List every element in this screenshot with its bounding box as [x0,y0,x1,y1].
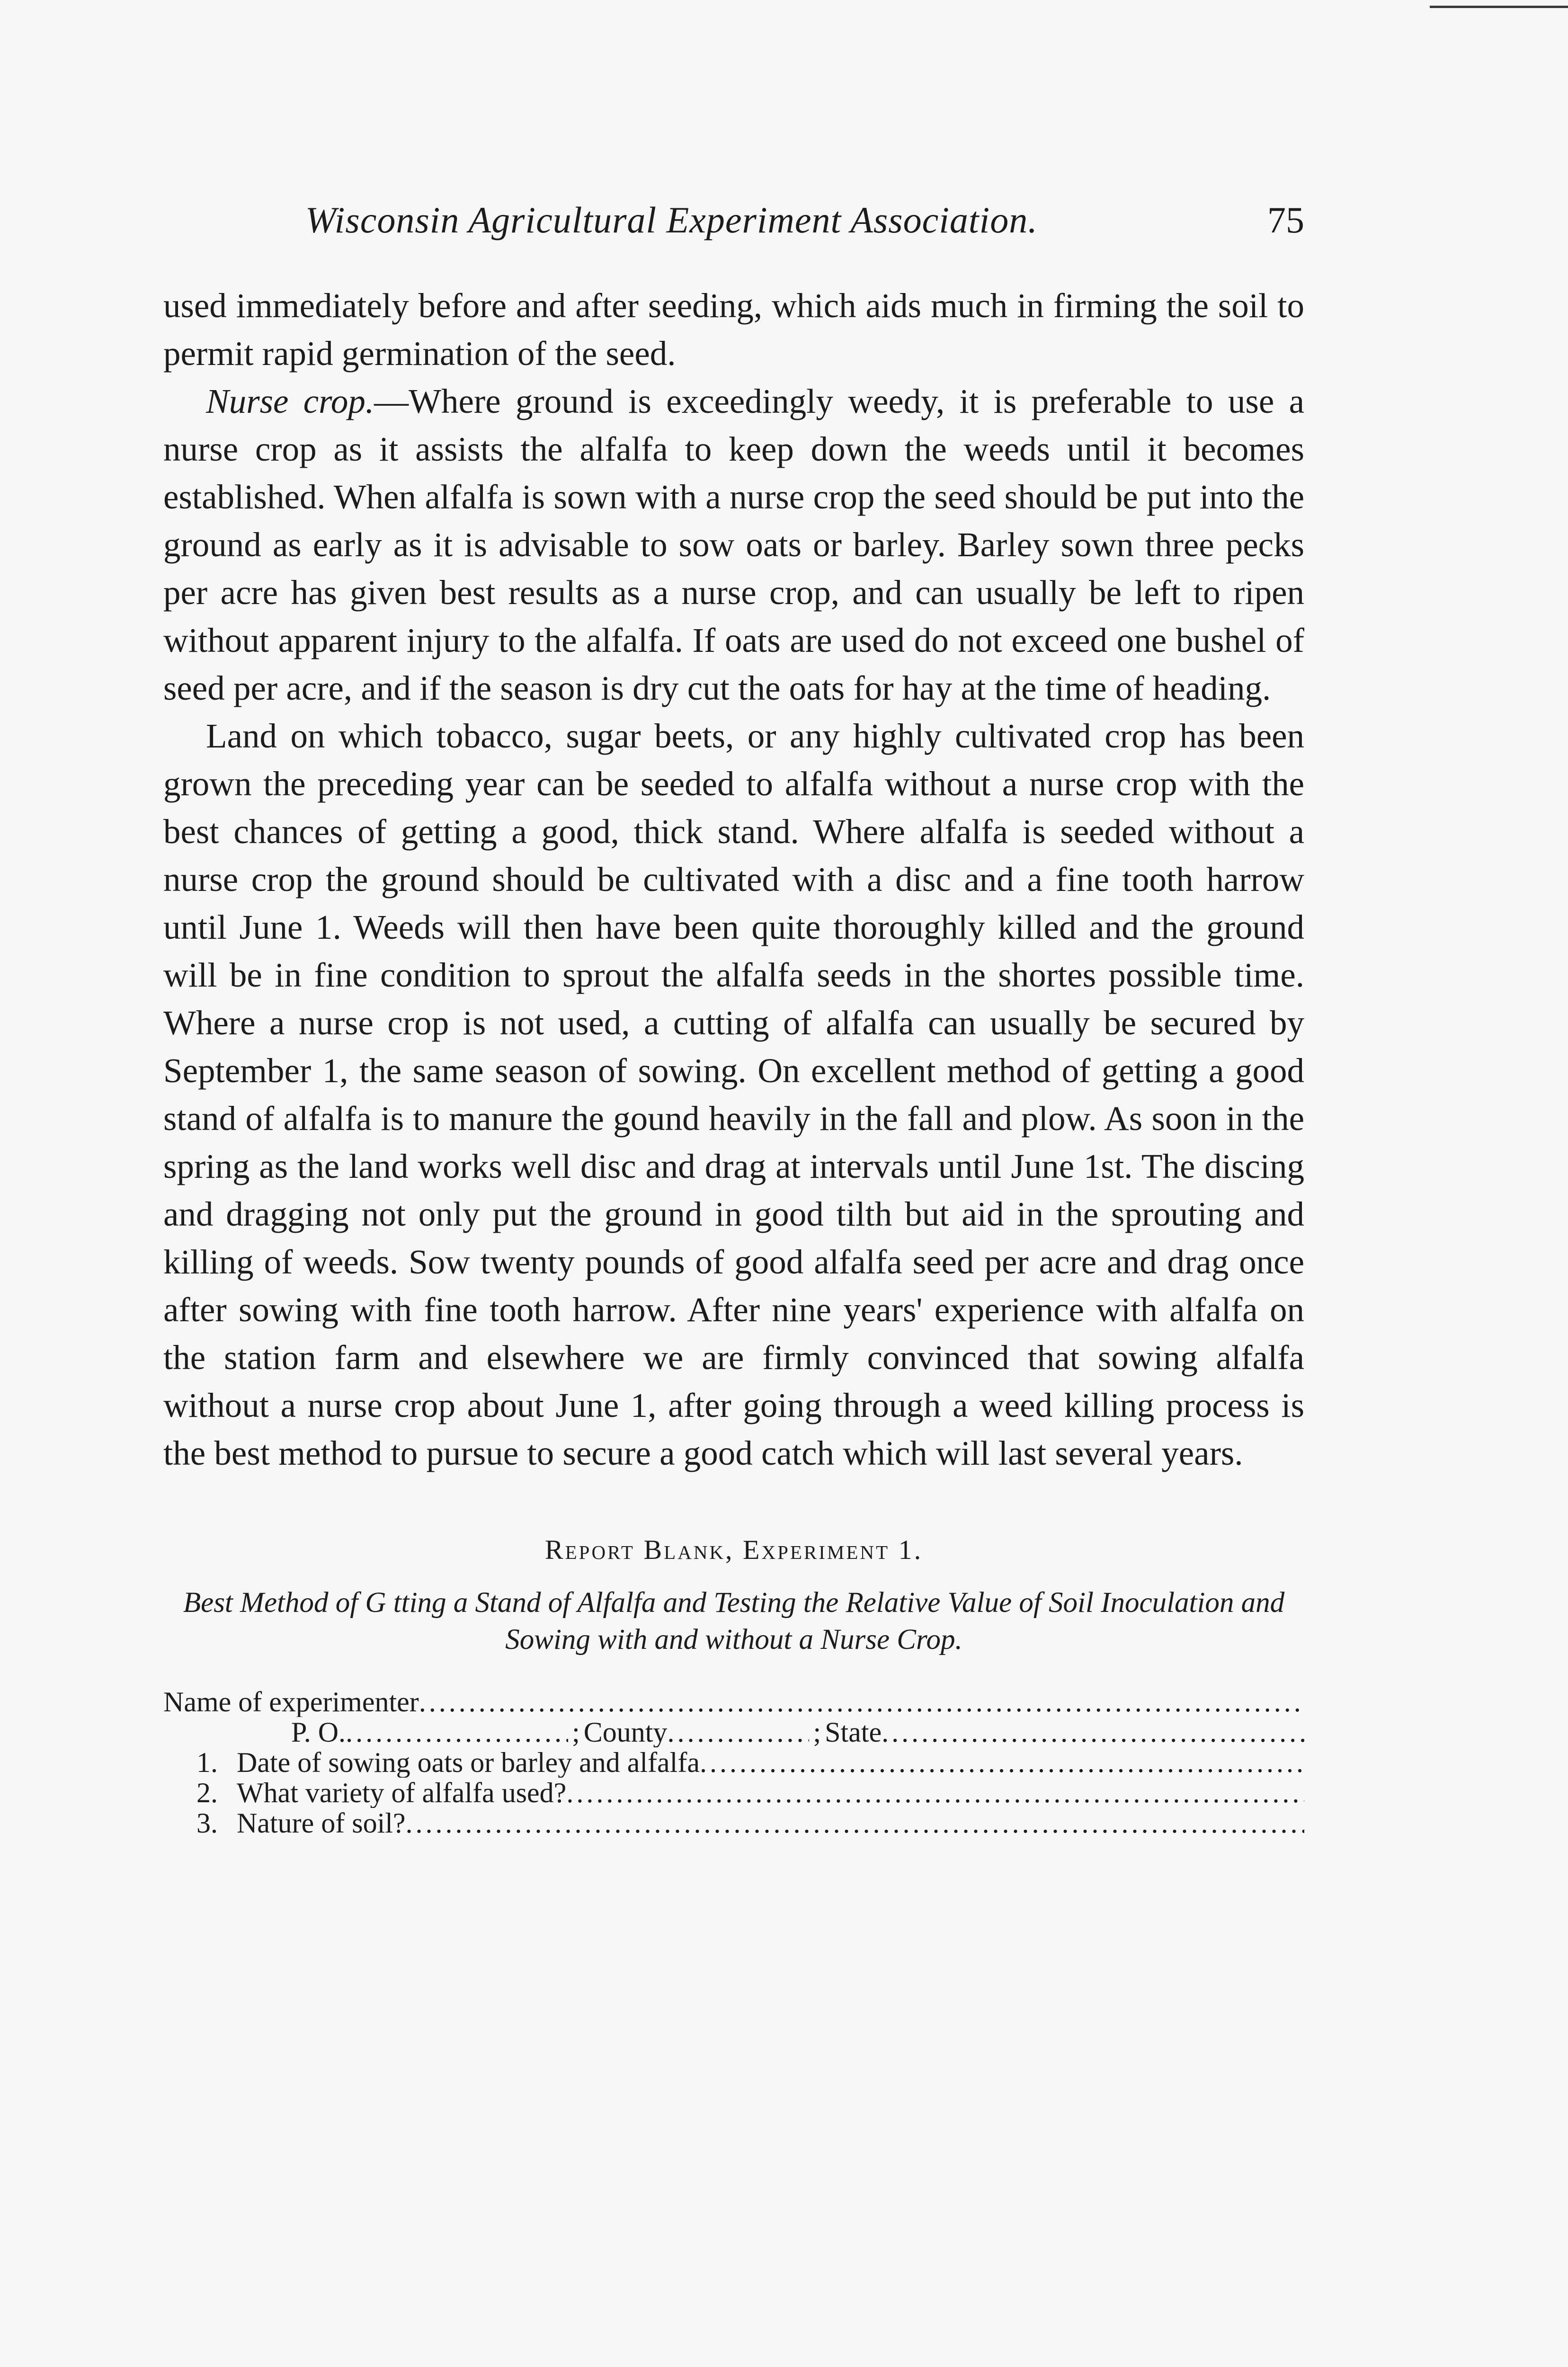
report-form [163,1687,1304,1838]
item-number: 2. [196,1778,218,1808]
county-label: County [583,1717,668,1747]
paragraph-land: Land on which tobacco, sugar beets, or any highly cultivated crop has been grown the preceding year can be seeded to alfalfa without a nurse crop with the best chances of getting a good, thick stand. Where alfalfa is seeded without a nurse crop the ground should be cultivated with a disc and a fine tooth harrow until June 1. Weeds will then have been quite thoroughly killed and the ground will be in fine condition to sprout the alfalfa seeds in the shortes possible time. Where a nurse crop is not used, a cutting of alfalfa can usually be secured by September 1, the same season of sowing. On excellent method of getting a good stand of alfalfa is to manure the gound heavily in the fall and plow. As soon in the spring as the land works well disc and drag at intervals until June 1st. The discing and dragging not only put the ground in good tilth but aid in the sprouting and killing of weeds. Sow twenty pounds of good alfalfa seed per acre and drag once after sowing with fine tooth harrow. After nine years' experience with alfalfa on the station farm and elsewhere we are firmly convinced that sowing alfalfa without a nurse crop about June 1, after going through a weed killing process is the best method to pursue to secure a good catch which will last several years. [163,717,1304,1472]
po-blank[interactable] [346,1717,568,1747]
item-label: What variety of alfalfa used? [237,1778,567,1808]
item-label: Nature of soil? [237,1808,406,1838]
item-number: 3. [196,1808,218,1838]
body-text [163,282,1304,1477]
form-row-item-1 [163,1747,1304,1778]
name-blank[interactable] [419,1687,1304,1717]
form-row-address [163,1717,1304,1747]
item-blank[interactable] [700,1747,1304,1778]
report-subtitle: Best Method of G tting a Stand of Alfalfa and Testing the Relative Value of Soil Inoculation and Sowing with and without a Nurse Crop. [183,1587,1285,1655]
county-blank[interactable] [667,1717,809,1747]
name-label: Name of experimenter [163,1687,419,1717]
item-blank[interactable] [406,1808,1304,1838]
run-in-heading: Nurse crop. [206,382,374,420]
separator: ; [813,1717,821,1747]
separator: ; [572,1717,580,1747]
page-number: 75 [1267,199,1304,240]
item-number: 1. [196,1747,218,1778]
running-title: Wisconsin Agricultural Experiment Association. [305,199,1038,240]
paragraph-nurse-crop [163,377,1304,712]
top-edge-rule [1430,6,1568,8]
document-page [163,199,1304,1838]
po-label: P. O. [291,1717,346,1747]
state-label: State [825,1717,882,1747]
paragraph-nurse-crop-body: —Where ground is exceedingly weedy, it is preferable to use a nurse crop as it assists the alfalfa to keep down the weeds until it becomes established. When alfalfa is sown with a nurse crop the seed should be put into the ground as early as it is advisable to sow oats or barley. Barley sown three pecks per acre has given best results as a nurse crop, and can usually be left to ripen without apparent injury to the alfalfa. If oats are used do not exceed one bushel of seed per acre, and if the season is dry cut the oats for hay at the time of heading. [163,382,1304,707]
form-row-name [163,1687,1304,1717]
paragraph-continuation: used immediately before and after seeding, which aids much in firming the soil to permit rapid germination of the seed. [163,286,1304,373]
item-label: Date of sowing oats or barley and alfalfa [237,1747,700,1778]
report-heading: Report Blank, Experiment 1. [544,1534,923,1565]
form-row-item-2 [163,1778,1304,1808]
state-blank[interactable] [882,1717,1304,1747]
running-head [163,199,1304,251]
form-row-item-3 [163,1808,1304,1838]
item-blank[interactable] [566,1778,1304,1808]
